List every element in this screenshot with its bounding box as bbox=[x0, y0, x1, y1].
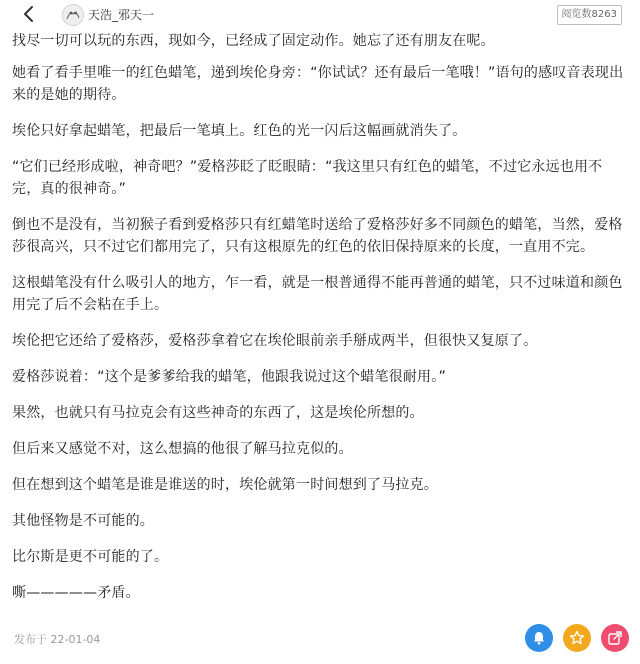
avatar-image bbox=[63, 5, 83, 25]
avatar[interactable] bbox=[62, 4, 84, 26]
back-button[interactable] bbox=[18, 3, 40, 25]
top-bar bbox=[0, 0, 640, 30]
paragraph: 嘶—————矛盾。 bbox=[12, 585, 140, 601]
paragraph: 她看了看手里唯一的红色蜡笔，递到埃伦身旁：“你试试？还有最后一笔哦！”语句的感叹音表现出来的是她的期待。 bbox=[12, 65, 624, 103]
paragraph: 这根蜡笔没有什么吸引人的地方，乍一看，就是一根普通得不能再普通的蜡笔，只不过味道和颜色用完了后不会粘在手上。 bbox=[12, 275, 623, 313]
author-name[interactable]: 天浩_邪天一 bbox=[88, 8, 155, 22]
bell-icon bbox=[531, 630, 547, 646]
paragraph: 埃伦只好拿起蜡笔，把最后一笔填上。红色的光一闪后这幅画就消失了。 bbox=[12, 123, 467, 139]
star-icon bbox=[569, 630, 585, 646]
paragraph: “它们已经形成啦，神奇吧？”爱格莎眨了眨眼睛：“我这里只有红色的蜡笔，不过它永远也用不完，真的很神奇。” bbox=[12, 159, 603, 197]
view-count-badge: 阅览数8263 bbox=[557, 5, 622, 25]
paragraph: 倒也不是没有，当初猴子看到爱格莎只有红蜡笔时送给了爱格莎好多不同颜色的蜡笔，当然，爱格莎很高兴，只不过它们都用完了，只有这根原先的红色的依旧保持原来的长度，一直用不完。 bbox=[12, 217, 623, 255]
paragraph: 埃伦把它还给了爱格莎，爱格莎拿着它在埃伦眼前亲手掰成两半，但很快又复原了。 bbox=[12, 333, 538, 349]
article-body bbox=[12, 62, 624, 618]
paragraph: 其他怪物是不可能的。 bbox=[12, 513, 154, 529]
share-icon bbox=[607, 630, 623, 646]
favorite-button[interactable] bbox=[563, 624, 591, 652]
paragraph: 果然，也就只有马拉克会有这些神奇的东西了，这是埃伦所想的。 bbox=[12, 405, 424, 421]
clipped-paragraph-text: 找尽一切可以玩的东西，现如今，已经成了固定动作。她忘了还有朋友在呢。 bbox=[12, 33, 495, 48]
share-button[interactable] bbox=[601, 624, 629, 652]
paragraph: 但在想到这个蜡笔是谁是谁送的时，埃伦就第一时间想到了马拉克。 bbox=[12, 477, 438, 493]
paragraph: 比尔斯是更不可能的了。 bbox=[12, 549, 169, 565]
paragraph: 爱格莎说着：“这个是爹爹给我的蜡笔，他跟我说过这个蜡笔很耐用。” bbox=[12, 369, 446, 385]
notify-button[interactable] bbox=[525, 624, 553, 652]
publish-date: 发布于 22-01-04 bbox=[14, 633, 101, 646]
chevron-left-icon bbox=[18, 3, 40, 25]
paragraph: 但后来又感觉不对，这么想搞的他很了解马拉克似的。 bbox=[12, 441, 353, 457]
